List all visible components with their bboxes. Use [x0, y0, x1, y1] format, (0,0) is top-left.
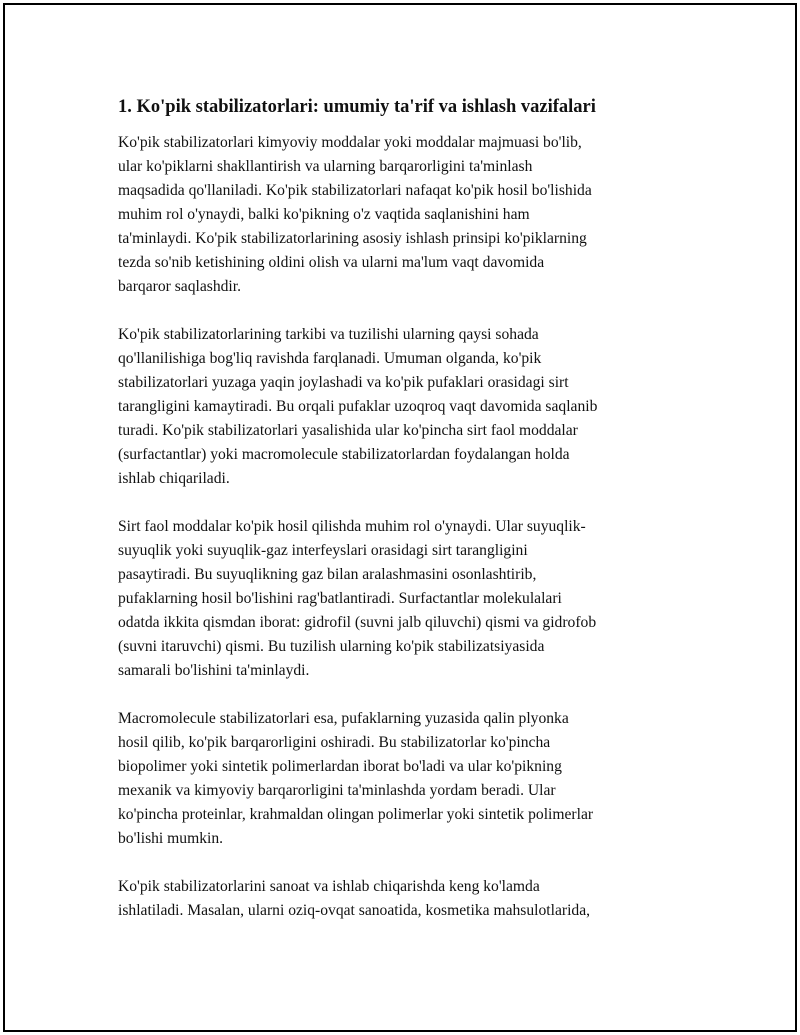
- paragraph-line: bo'lishi mumkin.: [118, 830, 224, 847]
- paragraph-line: tezda so'nib ketishining oldini olish va ularni ma'lum vaqt davomida: [118, 254, 545, 271]
- paragraph-line: (surfactantlar) yoki macromolecule stabilizatorlardan foydalangan holda: [118, 446, 570, 463]
- paragraph: [118, 131, 688, 299]
- paragraph-line: Ko'pik stabilizatorlarining tarkibi va tuzilishi ularning qaysi sohada: [118, 326, 539, 343]
- paragraph-line: biopolimer yoki sintetik polimerlardan iborat bo'ladi va ular ko'pikning: [118, 758, 562, 775]
- paragraph: [118, 323, 688, 491]
- paragraph-line: muhim rol o'ynaydi, balki ko'pikning o'z vaqtida saqlanishini ham: [118, 206, 530, 223]
- paragraphs-container: [118, 131, 688, 923]
- paragraph-line: turadi. Ko'pik stabilizatorlari yasalishida ular ko'pincha sirt faol moddalar: [118, 422, 578, 439]
- paragraph-line: qo'llanilishiga bog'liq ravishda farqlanadi. Umuman olganda, ko'pik: [118, 350, 542, 367]
- paragraph-line: suyuqlik yoki suyuqlik-gaz interfeyslari orasidagi sirt tarangligini: [118, 542, 528, 559]
- paragraph-line: pasaytiradi. Bu suyuqlikning gaz bilan aralashmasini osonlashtirib,: [118, 566, 537, 583]
- paragraph-line: mexanik va kimyoviy barqarorligini ta'minlashda yordam beradi. Ular: [118, 782, 556, 799]
- paragraph-line: maqsadida qo'llaniladi. Ko'pik stabilizatorlari nafaqat ko'pik hosil bo'lishida: [118, 182, 592, 199]
- paragraph-line: samarali bo'lishini ta'minlaydi.: [118, 662, 310, 679]
- paragraph-line: Sirt faol moddalar ko'pik hosil qilishda muhim rol o'ynaydi. Ular suyuqlik-: [118, 518, 586, 535]
- paragraph-line: odatda ikkita qismdan iborat: gidrofil (suvni jalb qiluvchi) qismi va gidrofob: [118, 614, 597, 631]
- paragraph-line: ular ko'piklarni shakllantirish va ularning barqarorligini ta'minlash: [118, 158, 533, 175]
- paragraph: [118, 875, 688, 923]
- paragraph-line: Ko'pik stabilizatorlarini sanoat va ishlab chiqarishda keng ko'lamda: [118, 878, 540, 895]
- paragraph: [118, 707, 688, 851]
- paragraph-line: ishlab chiqariladi.: [118, 470, 230, 487]
- document-body: [118, 95, 688, 947]
- paragraph-line: barqaror saqlashdir.: [118, 278, 241, 295]
- paragraph-line: stabilizatorlari yuzaga yaqin joylashadi va ko'pik pufaklari orasidagi sirt: [118, 374, 569, 391]
- paragraph-line: Macromolecule stabilizatorlari esa, pufaklarning yuzasida qalin plyonka: [118, 710, 569, 727]
- paragraph-line: Ko'pik stabilizatorlari kimyoviy moddalar yoki moddalar majmuasi bo'lib,: [118, 134, 582, 151]
- paragraph-line: pufaklarning hosil bo'lishini rag'batlantiradi. Surfactantlar molekulalari: [118, 590, 562, 607]
- paragraph-line: ishlatiladi. Masalan, ularni oziq-ovqat sanoatida, kosmetika mahsulotlarida,: [118, 902, 591, 919]
- paragraph-line: hosil qilib, ko'pik barqarorligini oshiradi. Bu stabilizatorlar ko'pincha: [118, 734, 551, 751]
- paragraph-line: ko'pincha proteinlar, krahmaldan olingan polimerlar yoki sintetik polimerlar: [118, 806, 594, 823]
- section-heading: 1. Ko'pik stabilizatorlari: umumiy ta'rif va ishlash vazifalari: [118, 97, 596, 117]
- paragraph: [118, 515, 688, 683]
- paragraph-line: tarangligini kamaytiradi. Bu orqali pufaklar uzoqroq vaqt davomida saqlanib: [118, 398, 598, 415]
- paragraph-line: ta'minlaydi. Ko'pik stabilizatorlarining asosiy ishlash prinsipi ko'piklarning: [118, 230, 587, 247]
- paragraph-line: (suvni itaruvchi) qismi. Bu tuzilish ularning ko'pik stabilizatsiyasida: [118, 638, 545, 655]
